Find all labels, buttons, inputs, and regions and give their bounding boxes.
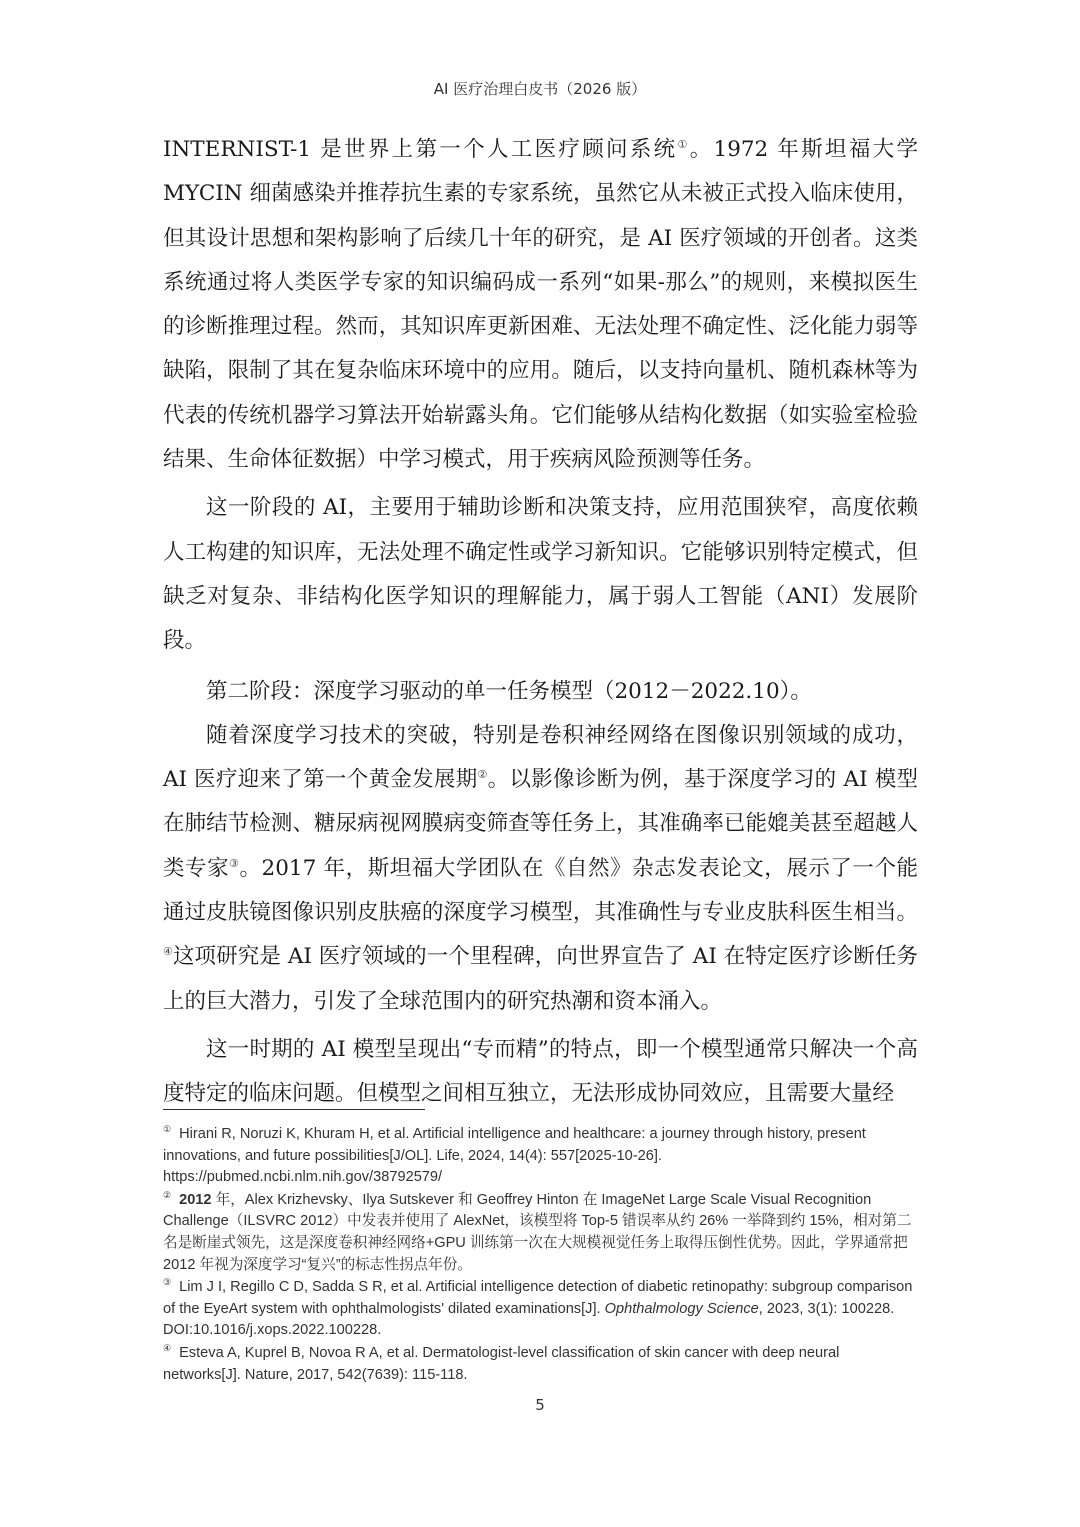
footnote-2-year: 2012 bbox=[179, 1191, 212, 1208]
page-header: AI 医疗治理白皮书（2026 版） bbox=[433, 80, 647, 98]
main-text bbox=[163, 128, 918, 1117]
paragraph-2: 这一阶段的 AI，主要用于辅助诊断和决策支持，应用范围狭窄，高度依赖人工构建的知识库，无法处理不确定性或学习新知识。它能够识别特定模式，但缺乏对复杂、非结构化医学知识的理解能力，属于弱人工智能（ANI）发展阶段。 bbox=[163, 495, 918, 654]
paragraph-5: 这一时期的 AI 模型呈现出“专而精”的特点，即一个模型通常只解决一个高度特定的临床问题。但模型之间相互独立，无法形成协同效应，且需要大量经 bbox=[163, 1036, 918, 1107]
footnote-2 bbox=[163, 1190, 918, 1276]
footnote-1-mark: ① bbox=[163, 1124, 172, 1135]
paragraph-1-text-b: 。1972 年斯坦福大学 MYCIN 细菌感染并推荐抗生素的专家系统，虽然它从未被正式投入临床使用，但其设计思想和架构影响了后续几十年的研究，是 AI 医疗领域的开创者。这类系统通过将人类医学专家的知识编码成一系列“如果-那么”的规则，来模拟医生的诊断推理过程。然而，其知识库更新困难、无法处理不确定性、泛化能力弱等缺陷，限制了其在复杂临床环境中的应用。随后，以支持向量机、随机森林等为代表的传统机器学习算法开始崭露头角。它们能够从结构化数据（如实验室检验结果、生命体征数据）中学习模式，用于疾病风险预测等任务。 bbox=[163, 137, 918, 473]
footnote-3-mark: ③ bbox=[163, 1277, 172, 1288]
footnote-ref-3[interactable]: ③ bbox=[229, 856, 240, 870]
page-number: 5 bbox=[535, 1396, 545, 1414]
footnote-1 bbox=[163, 1124, 918, 1189]
footnote-ref-2[interactable]: ② bbox=[477, 768, 488, 781]
footnote-4 bbox=[163, 1343, 918, 1386]
footnote-2-mark: ② bbox=[163, 1189, 172, 1200]
footnote-3-journal: Ophthalmology Science bbox=[604, 1300, 759, 1317]
footnote-3-text-a: Lim J I, Regillo C D, Sadda S R, et al. Artificial intelligence detection of diabetic retinopathy: subgroup comparison of the EyeArt system with ophthalmologists' dilated examinations[J]. bbox=[163, 1279, 913, 1317]
section-heading-stage-2: 第二阶段：深度学习驱动的单一任务模型（2012－2022.10）。 bbox=[206, 678, 812, 704]
footnote-3 bbox=[163, 1277, 918, 1342]
paragraph-4-text-c: 。2017 年，斯坦福大学团队在《自然》杂志发表论文，展示了一个能通过皮肤镜图像识别皮肤癌的深度学习模型，其准确性与专业皮肤科医生相当。 bbox=[163, 855, 918, 926]
footnotes bbox=[163, 1124, 918, 1387]
footnote-4-text: Esteva A, Kuprel B, Novoa R A, et al. Dermatologist-level classification of skin cancer with deep neural networks[J]. Nature, 2017, 542(7639): 115-118. bbox=[163, 1344, 840, 1383]
paragraph-1-text-a: INTERNIST-1 是世界上第一个人工医疗顾问系统 bbox=[163, 137, 678, 162]
footnote-2-text: 年，Alex Krizhevsky、Ilya Sutskever 和 Geoffrey Hinton 在 ImageNet Large Scale Visual Recognition Challenge（ILSVRC 2012）中发表并使用了 AlexNet，该模型将 Top-5 错误率从约 26% 一举降到约 15%，相对第二名是断崖式领先，这是深度卷积神经网络+GPU 训练第一次在大规模视觉任务上取得压倒性优势。因此，学界通常把 2012 年视为深度学习“复兴”的标志性拐点年份。 bbox=[163, 1191, 912, 1273]
footnote-3-text-b: , 2023, 3(1): 100228. DOI:10.1016/j.xops.2022.100228. bbox=[163, 1300, 895, 1339]
paragraph-4 bbox=[163, 714, 918, 1024]
footnote-4-mark: ④ bbox=[163, 1343, 172, 1354]
paragraph-4-text-d: 这项研究是 AI 医疗领域的一个里程碑，向世界宣告了 AI 在特定医疗诊断任务上的巨大潜力，引发了全球范围内的研究热潮和资本涌入。 bbox=[163, 944, 918, 1014]
paragraph-1 bbox=[163, 128, 918, 482]
paragraph-4-text-a: 随着深度学习技术的突破，特别是卷积神经网络在图像识别领域的成功，AI 医疗迎来了第一个黄金发展期 bbox=[163, 722, 918, 793]
paragraph-4-text-b: 。以影像诊断为例，基于深度学习的 AI 模型在肺结节检测、糖尿病视网膜病变筛查等任务上，其准确率已能媲美甚至超越人类专家 bbox=[163, 767, 918, 881]
footnote-ref-1[interactable]: ① bbox=[677, 137, 690, 151]
footnote-divider bbox=[163, 1109, 425, 1110]
footnote-1-text: Hirani R, Noruzi K, Khuram H, et al. Artificial intelligence and healthcare: a journey through history, present innovations, and future possibilities[J/OL]. Life, 2024, 14(4): 557[2025-10-26]. https://pubmed.ncbi.nlm.nih.gov/38792579/ bbox=[163, 1126, 866, 1186]
footnote-ref-4[interactable]: ④ bbox=[163, 945, 173, 959]
